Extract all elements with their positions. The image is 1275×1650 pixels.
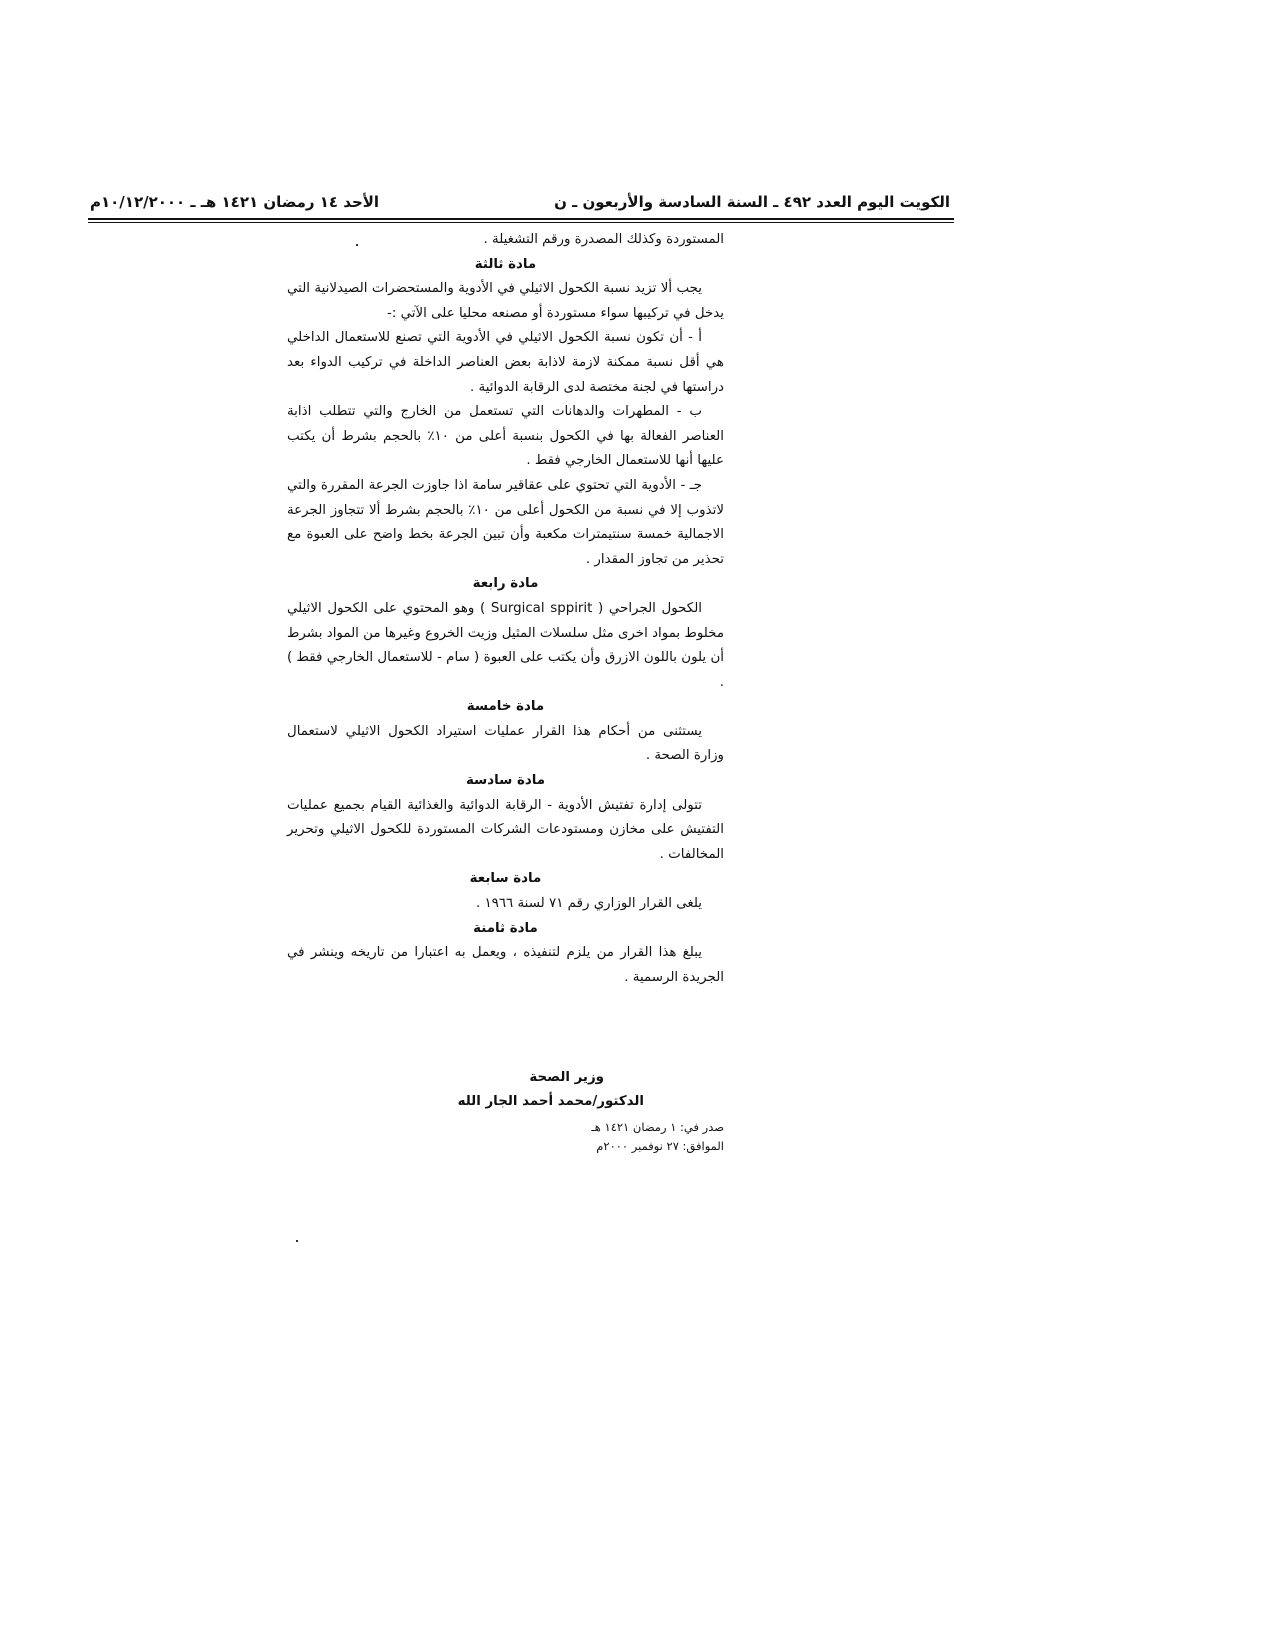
article-7-paragraph: يلغى القرار الوزاري رقم ٧١ لسنة ١٩٦٦ . [475, 896, 702, 912]
header-divider [88, 218, 954, 220]
article-4-paragraph: الكحول الجراحي ( Surgical sppirit ) وهو المحتوي على الكحول الاثيلي مخلوط بمواد اخرى مثل سلسلات المثيل وزيت الخروع وغيرها من المواد بشرط أن يلون باللون الازرق وأن يكتب على العبوة ( سام - للاستعمال الخارجي فقط ) . [287, 600, 724, 690]
decree-text-column [287, 228, 724, 990]
article-6-paragraph: تتولى إدارة تفتيش الأدوية - الرقابة الدوائية والغذائية القيام بجميع عمليات التفتيش على مخازن ومستودعات الشركات المستوردة للكحول الاثيلي وتحرير المخالفات . [287, 797, 724, 862]
page-header [90, 193, 950, 221]
article-8-paragraph: يبلغ هذا القرار من يلزم لتنفيذه ، ويعمل به اعتبارا من تاريخه وينشر في الجريدة الرسمية . [287, 945, 724, 985]
article-4-heading: مادة رابعة [472, 576, 539, 592]
intro-line: المستوردة وكذلك المصدرة ورقم التشغيلة . [483, 232, 724, 247]
header-issue-info: الكويت اليوم العدد ٤٩٢ ـ السنة السادسة والأربعون ـ ن [554, 193, 950, 211]
article-5-paragraph: يستثنى من أحكام هذا القرار عمليات استيراد الكحول الاثيلي لاستعمال وزارة الصحة . [287, 723, 724, 764]
issued-date: صدر في: ١ رمضان ١٤٢١ هـ [591, 1120, 724, 1134]
issue-dates [520, 1118, 724, 1156]
article-3-paragraph: يجب ألا تزيد نسبة الكحول الاثيلي في الأدوية والمستحضرات الصيدلانية التي يدخل في تركيبها سواء مستوردة أو مصنعه محليا على الآتي :- [287, 281, 724, 321]
signature-block [287, 1066, 724, 1114]
minister-title: وزير الصحة [529, 1070, 604, 1085]
article-7-heading: مادة سابعة [469, 871, 542, 887]
header-date: الأحد ١٤ رمضان ١٤٢١ هـ ـ ١٠/١٢/٢٠٠٠م [90, 193, 380, 211]
scan-speck [296, 1240, 298, 1242]
header-divider-thin [88, 222, 954, 223]
article-3-item-a: أ - أن تكون نسبة الكحول الاثيلي في الأدوية التي تصنع للاستعمال الداخلي هي أقل نسبة ممكنة لازمة لاذابة بعض العناصر الداخلة في تركيب الدواء بعد دراستها في لجنة مختصة لدى الرقابة الدوائية . [287, 330, 724, 395]
corresponding-date: الموافق: ٢٧ نوفمبر ٢٠٠٠م [596, 1139, 724, 1153]
article-8-heading: مادة ثامنة [473, 920, 538, 936]
article-3-heading: مادة ثالثة [474, 256, 537, 272]
article-6-heading: مادة سادسة [465, 773, 546, 789]
article-5-heading: مادة خامسة [466, 699, 545, 715]
minister-name: الدكتور/محمد أحمد الجار الله [457, 1094, 644, 1109]
scan-speck [356, 244, 358, 246]
article-3-item-b: ب - المطهرات والدهانات التي تستعمل من الخارج والتي تتطلب اذابة العناصر الفعالة بها في الكحول بنسبة أعلى من ١٠٪ بالحجم بشرط أن يكتب عليها أنها للاستعمال الخارجي فقط . [287, 404, 724, 469]
article-3-item-c: جـ - الأدوية التي تحتوي على عقاقير سامة اذا جاوزت الجرعة المقررة والتي لاتذوب إلا في نسبة من الكحول أعلى من ١٠٪ بالحجم بشرط ألا تتجاوز الجرعة الاجمالية خمسة سنتيمترات مكعبة وأن تبين الجرعة بخط واضح على العبوة مع تحذير من تجاوز المقدار . [287, 477, 724, 567]
